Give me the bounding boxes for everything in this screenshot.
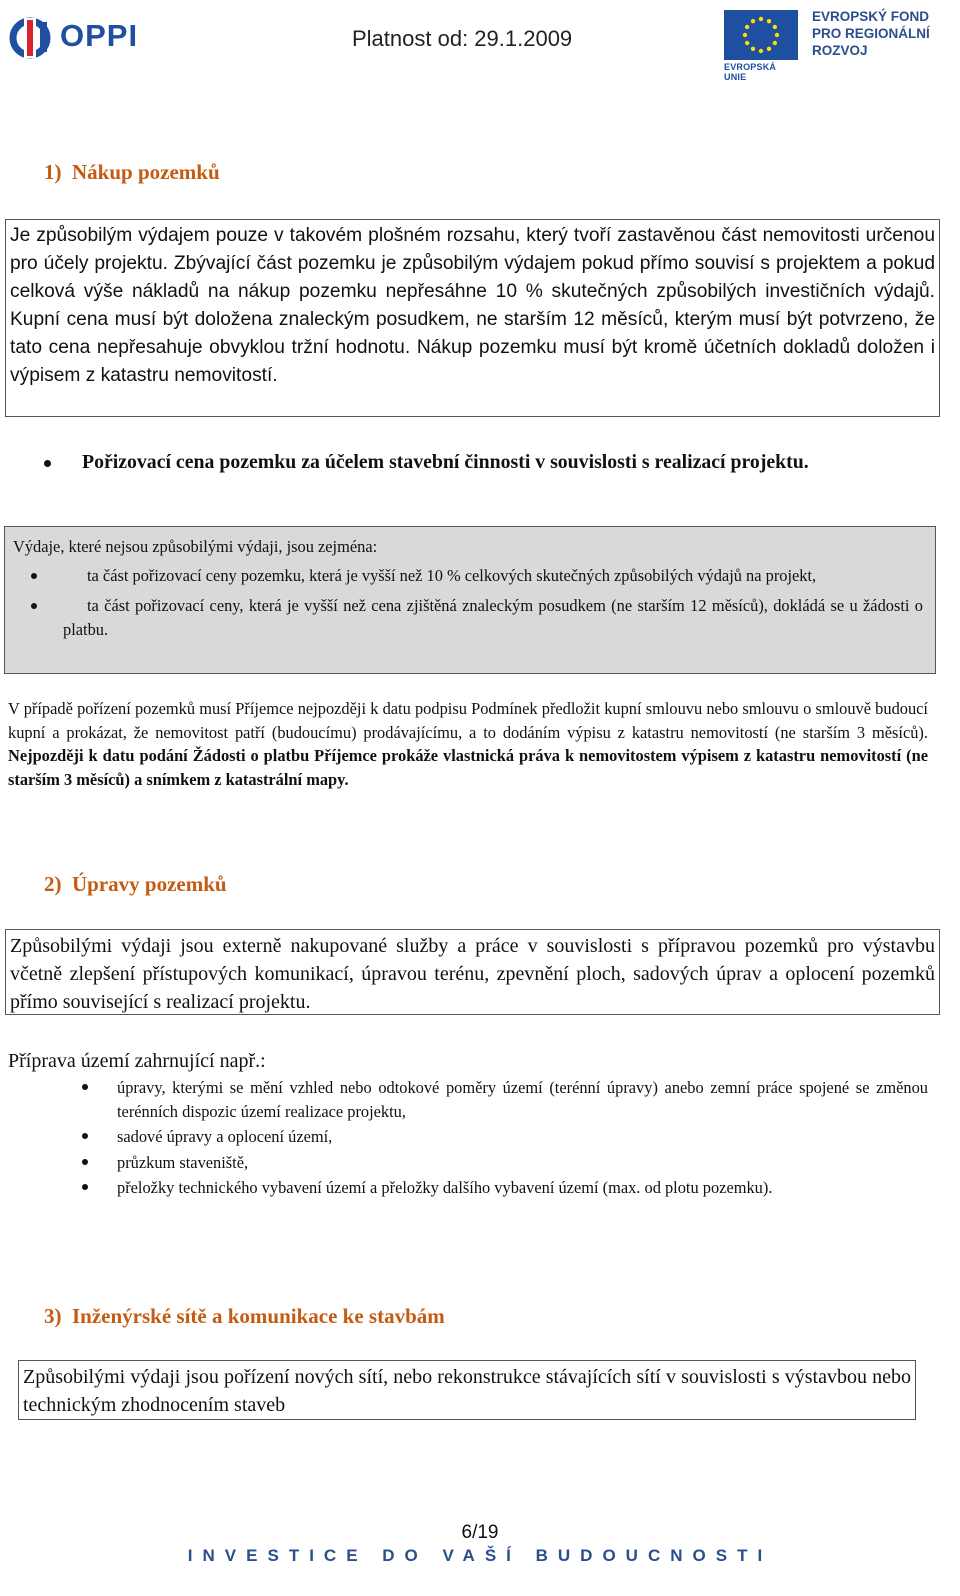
preparation-item bbox=[80, 1076, 928, 1123]
non-eligible-item bbox=[13, 594, 923, 641]
oppi-logo bbox=[8, 14, 148, 60]
non-eligible-item bbox=[13, 564, 923, 588]
bullet-icon bbox=[82, 1159, 88, 1165]
section-1-bullet-text: Pořizovací cena pozemku za účelem stavební činnosti v souvislosti s realizací projektu. bbox=[82, 451, 809, 473]
fund-line-1: EVROPSKÝ FOND bbox=[812, 9, 930, 24]
bullet-icon bbox=[31, 573, 37, 579]
section-1-paragraph bbox=[8, 697, 928, 791]
fund-line-2: PRO REGIONÁLNÍ bbox=[812, 26, 930, 41]
logo-text: OPPI bbox=[60, 18, 139, 53]
non-eligible-box bbox=[4, 526, 936, 674]
bullet-icon bbox=[82, 1133, 88, 1139]
eu-caption: EVROPSKÁ UNIE bbox=[724, 62, 777, 82]
eu-fund-logo bbox=[724, 8, 954, 82]
section-1-rule-box bbox=[5, 219, 940, 417]
eu-flag-icon bbox=[724, 10, 798, 60]
preparation-label: Příprava území zahrnující např.: bbox=[8, 1050, 266, 1072]
section-3-rule-text: Způsobilými výdaji jsou pořízení nových sítí, nebo rekonstrukce stávajících sítí v souvislosti s výstavbou nebo technickým zhodnocením staveb bbox=[23, 1366, 911, 1416]
preparation-item bbox=[80, 1125, 928, 1149]
bullet-icon bbox=[82, 1184, 88, 1190]
preparation-item bbox=[80, 1151, 928, 1175]
non-eligible-item-text: ta část pořizovací ceny, která je vyšší než cena zjištěná znaleckým posudkem (ne starším 12 měsíců), dokládá se u žádosti o platbu. bbox=[63, 596, 923, 639]
footer-motto: INVESTICE DO VAŠÍ BUDOUCNOSTI bbox=[187, 1546, 773, 1565]
preparation-item bbox=[80, 1176, 928, 1200]
section-2-rule-box bbox=[5, 929, 940, 1015]
fund-line-3: ROZVOJ bbox=[812, 43, 868, 58]
paragraph-normal: V případě pořízení pozemků musí Příjemce nejpozději k datu podpisu Podmínek předložit kupní smlouvu nebo smlouvu o smlouvě budoucí kupní a prokázat, že nemovitost patří (budoucímu) prodávajícímu, a to dodáním výpisu z katastru nemovitostí (ne starším 3 měsíců). bbox=[8, 699, 928, 742]
section-2-rule-text: Způsobilými výdaji jsou externě nakupované služby a práce v souvislosti s přípravou pozemků pro výstavbu včetně zlepšení přístupových komunikací, úpravou terénu, zpevnění ploch, sadových úprav a oplocení pozemků přímo související s realizací projektu. bbox=[10, 935, 935, 1013]
bullet-icon bbox=[31, 603, 37, 609]
section-1-rule-text: Je způsobilým výdajem pouze v takovém plošném rozsahu, který tvoří zastavěnou část nemovitosti určenou pro účely projektu. Zbývající část pozemku je způsobilým výdajem pokud přímo souvisí s projektem a pokud celková výše nákladů na nákup pozemku nepřesáhne 10 % skutečných způsobilých investičních výdajů. Kupní cena musí být doložena znaleckým posudkem, ne starším 12 měsíců, kterým musí být potvrzeno, že tato cena nepřesahuje obvyklou tržní hodnotu. Nákup pozemku musí být kromě účetních dokladů doložen i výpisem z katastru nemovitostí. bbox=[10, 225, 935, 386]
preparation-list bbox=[80, 1076, 928, 1200]
section-3-rule-box bbox=[18, 1360, 916, 1420]
fund-name bbox=[812, 8, 954, 59]
preparation-item-text: úpravy, kterými se mění vzhled nebo odtokové poměry území (terénní úpravy) anebo zemní práce spojené se změnou terénních dispozic území realizace projektu, bbox=[117, 1078, 928, 1121]
preparation-item-text: průzkum staveniště, bbox=[117, 1152, 249, 1172]
section-1-heading: 1) Nákup pozemků bbox=[44, 160, 220, 184]
section-2-heading: 2) Úpravy pozemků bbox=[44, 872, 227, 896]
preparation-item-text: přeložky technického vybavení území a přeložky dalšího vybavení území (max. od plotu pozemku). bbox=[117, 1178, 773, 1197]
non-eligible-item-text: ta část pořizovací ceny pozemku, která je vyšší než 10 % celkových skutečných způsobilých výdajů na projekt, bbox=[87, 565, 817, 585]
page-number: 6/19 bbox=[461, 1522, 499, 1543]
bullet-icon bbox=[82, 1084, 88, 1090]
preparation-item-text: sadové úpravy a oplocení území, bbox=[117, 1127, 333, 1146]
paragraph-bold: Nejpozději k datu podání Žádosti o platbu Příjemce prokáže vlastnická práva k nemovitostem výpisem z katastru nemovitostí (ne starším 3 měsíců) a snímkem z katastrální mapy. bbox=[8, 746, 928, 789]
bullet-icon bbox=[44, 460, 51, 467]
non-eligible-intro: Výdaje, které nejsou způsobilými výdaji, jsou zejména: bbox=[13, 537, 378, 556]
validity-date: Platnost od: 29.1.2009 bbox=[352, 26, 573, 51]
section-3-heading: 3) Inženýrské sítě a komunikace ke stavbám bbox=[44, 1304, 445, 1328]
